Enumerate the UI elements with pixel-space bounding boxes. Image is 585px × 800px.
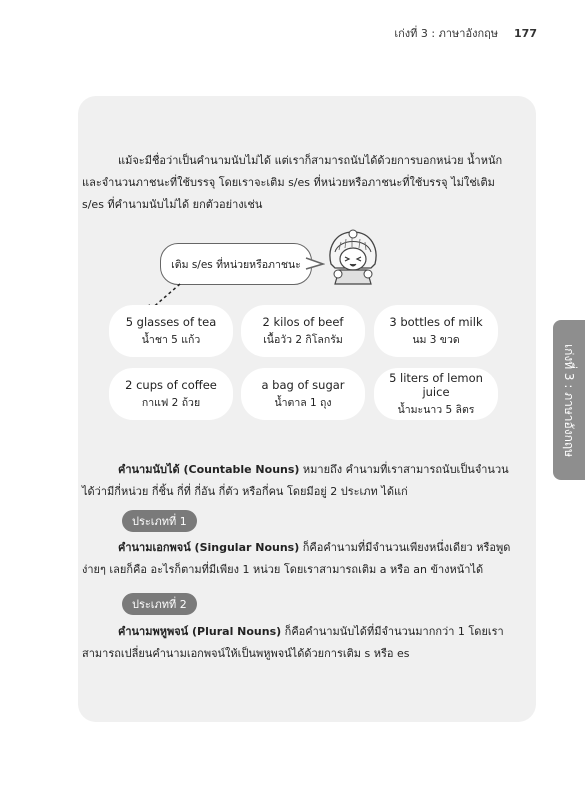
page-header — [394, 24, 537, 42]
intro-text: แม้จะมีชื่อว่าเป็นคำนามนับไม่ได้ แต่เราก็สามารถนับได้ด้วยการบอกหน่วย น้ำหนักและจำนวนภาชนะที่ใช้บรรจุ โดยเราจะเติม s/es ที่หน่วยหรือภาชนะที่ใช้บรรจุ ไม่ใช่เติม s/es ที่คำนามนับไม่ได้ ยกตัวอย่างเช่น — [82, 154, 503, 211]
example-card — [374, 368, 498, 420]
bubble-tail-icon — [305, 256, 325, 272]
example-card — [241, 305, 365, 357]
example-thai: นม 3 ขวด — [412, 333, 460, 346]
type2-text: ก็คือคำนามนับได้ที่มีจำนวนมากกว่า 1 โดยเราสามารถเปลี่ยนคำนามเอกพจน์ให้เป็นพหูพจน์ได้ด้วยการเติม s หรือ es — [82, 625, 504, 660]
type1-definition — [82, 537, 512, 581]
example-english: 2 kilos of beef — [262, 314, 344, 329]
countable-definition — [82, 459, 512, 503]
type2-term: คำนามพหูพจน์ (Plural Nouns) — [118, 625, 282, 638]
example-thai: กาแฟ 2 ถ้วย — [141, 396, 201, 409]
example-english: 5 glasses of tea — [125, 314, 217, 329]
type1-text: ก็คือคำนามที่มีจำนวนเพียงหนึ่งเดียว หรือพูดง่ายๆ เลยก็คือ อะไรก็ตามที่มีเพียง 1 หน่วย โดยเราสามารถเติม a หรือ an ข้างหน้าได้ — [82, 541, 511, 576]
example-thai: น้ำมะนาว 5 ลิตร — [397, 403, 475, 416]
chapter-side-tab — [553, 320, 585, 480]
type1-label: ประเภทที่ 1 — [132, 515, 187, 528]
countable-term: คำนามนับได้ (Countable Nouns) — [118, 463, 300, 476]
type1-badge — [122, 510, 197, 532]
girl-mascot-icon — [325, 228, 381, 286]
intro-paragraph — [82, 150, 512, 216]
type1-term: คำนามเอกพจน์ (Singular Nouns) — [118, 541, 300, 554]
type2-badge — [122, 593, 197, 615]
example-card — [374, 305, 498, 357]
example-thai: เนื้อวัว 2 กิโลกรัม — [263, 333, 343, 346]
type2-definition — [82, 621, 512, 665]
example-card — [241, 368, 365, 420]
callout-bubble — [160, 243, 312, 285]
example-card — [109, 368, 233, 420]
example-english: 2 cups of coffee — [125, 377, 217, 392]
example-thai: น้ำชา 5 แก้ว — [141, 333, 201, 346]
example-card — [109, 305, 233, 357]
example-english: 3 bottles of milk — [389, 314, 483, 329]
callout-text: เติม s/es ที่หน่วยหรือภาชนะ — [171, 258, 301, 271]
page-number: 177 — [514, 26, 537, 40]
chapter-title: เก่งที่ 3 : ภาษาอังกฤษ — [394, 27, 499, 40]
side-tab-label: เก่งที่ 3 : ภาษาอังกฤษ — [562, 343, 577, 457]
example-english: 5 liters of lemon juice — [389, 370, 483, 399]
example-thai: น้ำตาล 1 ถุง — [274, 396, 332, 409]
example-english: a bag of sugar — [261, 377, 345, 392]
type2-label: ประเภทที่ 2 — [132, 598, 187, 611]
countable-text: หมายถึง คำนามที่เราสามารถนับเป็นจำนวนได้ว่ามีกี่หน่วย กี่ชิ้น กี่ที่ กี่อัน กี่ตัว หรือกี่คน โดยมีอยู่ 2 ประเภท ได้แก่ — [82, 463, 509, 498]
